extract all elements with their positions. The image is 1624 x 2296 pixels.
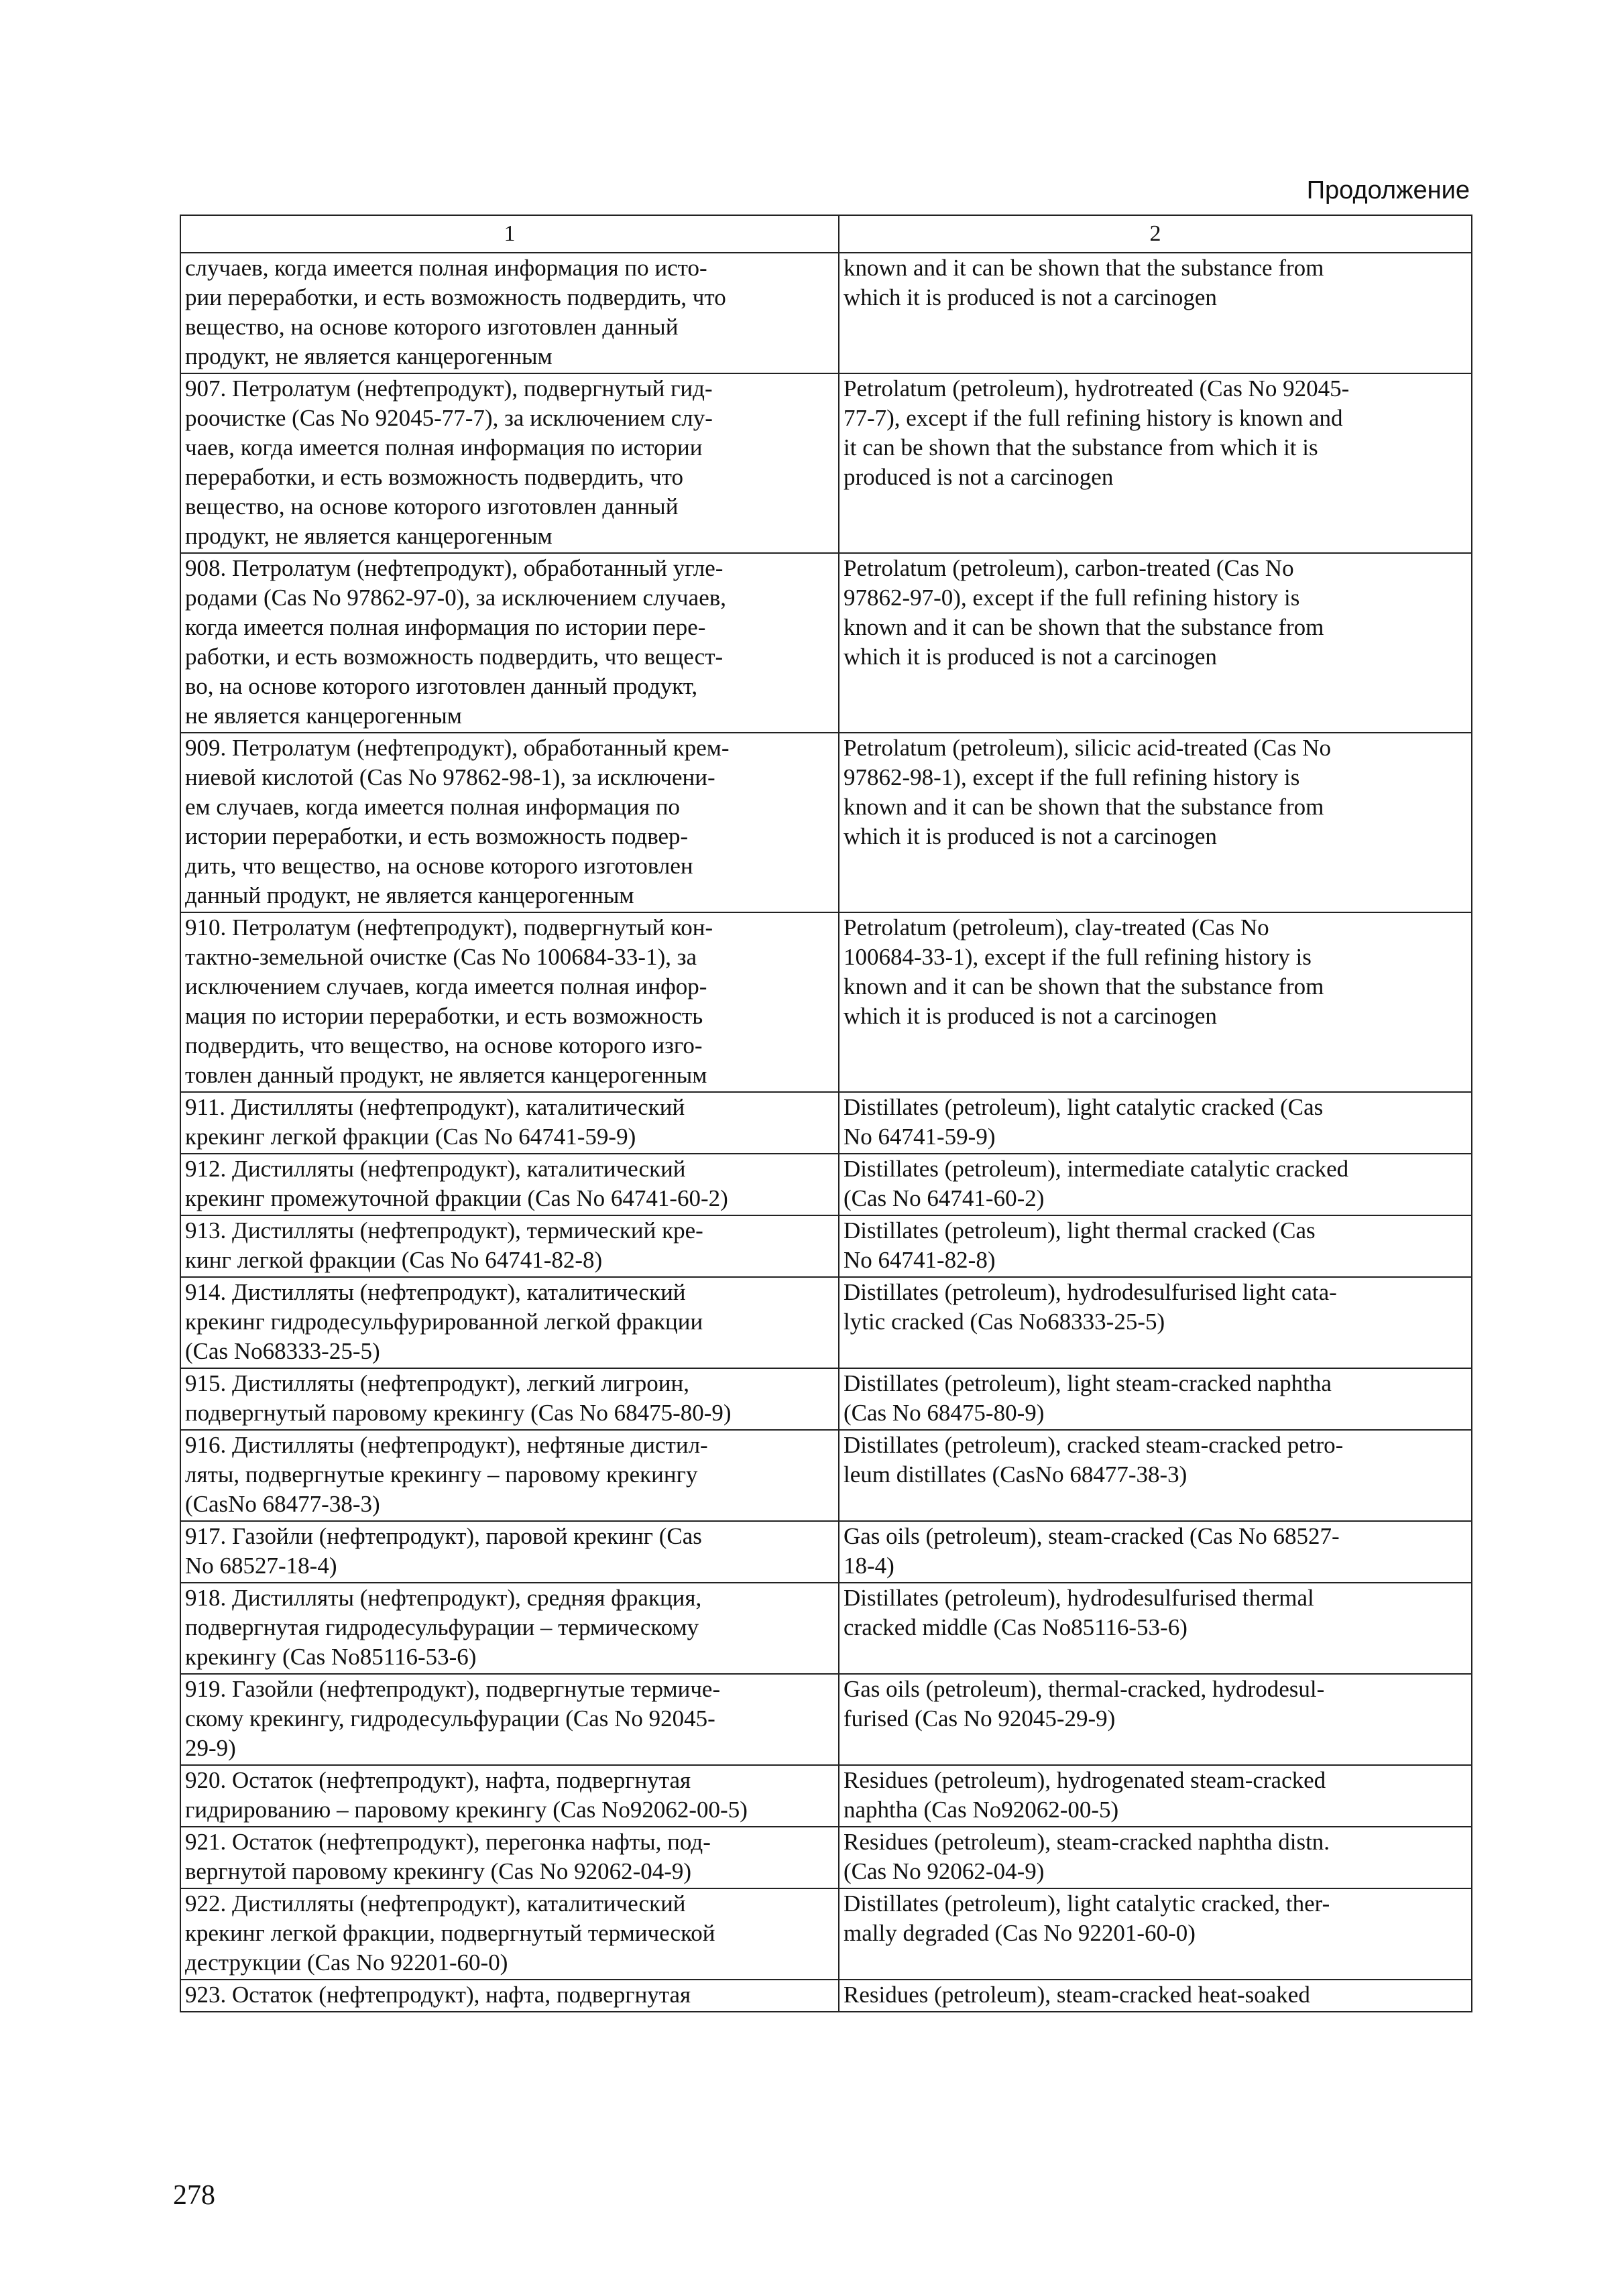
column-header-row	[180, 215, 1472, 253]
cell-russian	[180, 1583, 839, 1674]
cell-english	[839, 733, 1472, 912]
table-row	[180, 1674, 1472, 1765]
cell-english-text: Petrolatum (petroleum), hydrotreated (Cas No 92045- 77-7), except if the full refining history is known and it can be shown that the substance from which it is produced is not a carcinogen	[844, 375, 1350, 490]
cell-english-text: Residues (petroleum), steam-cracked naphtha distn. (Cas No 92062-04-9)	[844, 1829, 1330, 1884]
cell-english	[839, 1765, 1472, 1827]
cell-english	[839, 1980, 1472, 2012]
cell-russian	[180, 1521, 839, 1583]
table-row	[180, 733, 1472, 912]
cell-russian-text: 911. Дистилляты (нефтепродукт), каталитический крекинг легкой фракции (Cas No 64741-59-9)	[185, 1094, 685, 1150]
cell-english-text: Petrolatum (petroleum), silicic acid-treated (Cas No 97862-98-1), except if the full refining history is known and it can be shown that the substance from which it is produced is not a carcinogen	[844, 735, 1331, 849]
cell-russian	[180, 1827, 839, 1888]
substance-table	[180, 215, 1472, 2012]
cell-english	[839, 373, 1472, 553]
cell-english-text: Petrolatum (petroleum), clay-treated (Cas No 100684-33-1), except if the full refining history is known and it can be shown that the substance from which it is produced is not a carcinogen	[844, 914, 1324, 1029]
cell-russian-text: 919. Газойли (нефтепродукт), подвергнутые термиче- скому крекингу, гидродесульфурации (Cas No 92045- 29-9)	[185, 1676, 721, 1761]
cell-russian-text: 922. Дистилляты (нефтепродукт), каталитический крекинг легкой фракции, подвергнутый термической деструкции (Cas No 92201-60-0)	[185, 1890, 715, 1976]
cell-english-text: Distillates (petroleum), light thermal cracked (Cas No 64741-82-8)	[844, 1217, 1316, 1273]
cell-english	[839, 912, 1472, 1092]
cell-russian-text: 910. Петролатум (нефтепродукт), подвергнутый кон- тактно-земельной очистке (Cas No 100684-33-1), за исключением случаев, когда имеется полная инфор- мация по истории переработки, и есть возможность подвердить, что вещество, на основе которого изго- товлен данный продукт, не является канцерогенным	[185, 914, 713, 1088]
cell-russian	[180, 1368, 839, 1430]
cell-english	[839, 1674, 1472, 1765]
cell-russian	[180, 1092, 839, 1154]
cell-english	[839, 1430, 1472, 1521]
continuation-label: Продолжение	[1306, 176, 1470, 204]
cell-english-text: Distillates (petroleum), light catalytic cracked, ther- mally degraded (Cas No 92201-60-0)	[844, 1890, 1330, 1946]
cell-english	[839, 1368, 1472, 1430]
cell-russian	[180, 912, 839, 1092]
cell-russian-text: 908. Петролатум (нефтепродукт), обработанный угле- родами (Cas No 97862-97-0), за исключением случаев, когда имеется полная информация по истории пере- работки, и есть возможность подвердить, что вещест- во, на основе которого изготовлен данный продукт, не является канцерогенным	[185, 555, 726, 729]
cell-english	[839, 1827, 1472, 1888]
cell-english	[839, 253, 1472, 373]
cell-english	[839, 1092, 1472, 1154]
cell-russian	[180, 1980, 839, 2012]
table-row	[180, 1430, 1472, 1521]
cell-russian-text: 917. Газойли (нефтепродукт), паровой крекинг (Cas No 68527-18-4)	[185, 1523, 702, 1579]
cell-english	[839, 1888, 1472, 1980]
cell-english-text: Distillates (petroleum), light catalytic cracked (Cas No 64741-59-9)	[844, 1094, 1324, 1150]
cell-english-text: Residues (petroleum), hydrogenated steam-cracked naphtha (Cas No92062-00-5)	[844, 1767, 1326, 1823]
cell-russian	[180, 1215, 839, 1277]
cell-russian	[180, 1674, 839, 1765]
table-row	[180, 1154, 1472, 1215]
table-row	[180, 1215, 1472, 1277]
cell-russian-text: 920. Остаток (нефтепродукт), нафта, подвергнутая гидрированию – паровому крекингу (Cas No92062-00-5)	[185, 1767, 748, 1823]
table-row	[180, 1888, 1472, 1980]
cell-russian-text: 914. Дистилляты (нефтепродукт), каталитический крекинг гидродесульфурированной легкой фракции (Cas No68333-25-5)	[185, 1279, 703, 1364]
cell-russian-text: 921. Остаток (нефтепродукт), перегонка нафты, под- вергнутой паровому крекингу (Cas No 92062-04-9)	[185, 1829, 711, 1884]
table-body	[180, 215, 1472, 2012]
column-header-2: 2	[839, 215, 1472, 253]
cell-russian	[180, 1765, 839, 1827]
cell-russian-text: 918. Дистилляты (нефтепродукт), средняя фракция, подвергнутая гидродесульфурации – термическому крекингу (Cas No85116-53-6)	[185, 1585, 702, 1670]
cell-english-text: Distillates (petroleum), intermediate catalytic cracked (Cas No 64741-60-2)	[844, 1156, 1349, 1211]
cell-english-text: known and it can be shown that the substance from which it is produced is not a carcinogen	[844, 255, 1324, 310]
cell-english	[839, 1277, 1472, 1368]
cell-english-text: Distillates (petroleum), light steam-cracked naphtha (Cas No 68475-80-9)	[844, 1370, 1332, 1426]
cell-english-text: Distillates (petroleum), hydrodesulfurised light cata- lytic cracked (Cas No68333-25-5)	[844, 1279, 1337, 1335]
cell-english	[839, 1521, 1472, 1583]
cell-english	[839, 1154, 1472, 1215]
cell-english	[839, 1583, 1472, 1674]
cell-english-text: Petrolatum (petroleum), carbon-treated (Cas No 97862-97-0), except if the full refining history is known and it can be shown that the substance from which it is produced is not a carcinogen	[844, 555, 1324, 670]
cell-english	[839, 553, 1472, 733]
cell-russian-text: случаев, когда имеется полная информация по исто- рии переработки, и есть возможность подвердить, что вещество, на основе которого изготовлен данный продукт, не является канцерогенным	[185, 255, 726, 369]
cell-russian	[180, 553, 839, 733]
table-row	[180, 1092, 1472, 1154]
table-row	[180, 253, 1472, 373]
cell-russian	[180, 253, 839, 373]
cell-english-text: Gas oils (petroleum), steam-cracked (Cas No 68527- 18-4)	[844, 1523, 1340, 1579]
cell-english-text: Distillates (petroleum), hydrodesulfurised thermal cracked middle (Cas No85116-53-6)	[844, 1585, 1314, 1640]
table-row	[180, 1583, 1472, 1674]
table-row	[180, 553, 1472, 733]
cell-russian-text: 909. Петролатум (нефтепродукт), обработанный крем- ниевой кислотой (Cas No 97862-98-1), за исключени- ем случаев, когда имеется полная информация по истории переработки, и есть возможность подвер- дить, что вещество, на основе которого изготовлен данный продукт, не является канцерогенным	[185, 735, 730, 908]
cell-russian	[180, 373, 839, 553]
table-row	[180, 912, 1472, 1092]
table-row	[180, 1277, 1472, 1368]
cell-russian-text: 916. Дистилляты (нефтепродукт), нефтяные дистил- ляты, подвергнутые крекингу – паровому крекингу (CasNo 68477-38-3)	[185, 1432, 708, 1517]
cell-english	[839, 1215, 1472, 1277]
cell-russian	[180, 1430, 839, 1521]
table-row	[180, 1521, 1472, 1583]
column-header-1: 1	[180, 215, 839, 253]
cell-russian-text: 912. Дистилляты (нефтепродукт), каталитический крекинг промежуточной фракции (Cas No 64741-60-2)	[185, 1156, 728, 1211]
cell-russian-text: 915. Дистилляты (нефтепродукт), легкий лигроин, подвергнутый паровому крекингу (Cas No 68475-80-9)	[185, 1370, 732, 1426]
cell-english-text: Gas oils (petroleum), thermal-cracked, hydrodesul- furised (Cas No 92045-29-9)	[844, 1676, 1325, 1732]
cell-english-text: Distillates (petroleum), cracked steam-cracked petro- leum distillates (CasNo 68477-38-3)	[844, 1432, 1344, 1488]
page-number: 278	[173, 2180, 215, 2211]
cell-russian	[180, 733, 839, 912]
cell-russian-text: 907. Петролатум (нефтепродукт), подвергнутый гид- роочистке (Cas No 92045-77-7), за исключением слу- чаев, когда имеется полная информация по истории переработки, и есть возможность подвердить, что вещество, на основе которого изготовлен данный продукт, не является канцерогенным	[185, 375, 713, 549]
table-row	[180, 1827, 1472, 1888]
cell-english-text: Residues (petroleum), steam-cracked heat-soaked	[844, 1982, 1310, 2008]
cell-russian-text: 923. Остаток (нефтепродукт), нафта, подвергнутая	[185, 1982, 691, 2008]
table-row	[180, 1765, 1472, 1827]
cell-russian-text: 913. Дистилляты (нефтепродукт), термический кре- кинг легкой фракции (Cas No 64741-82-8)	[185, 1217, 703, 1273]
cell-russian	[180, 1277, 839, 1368]
cell-russian	[180, 1154, 839, 1215]
cell-russian	[180, 1888, 839, 1980]
table-row	[180, 1980, 1472, 2012]
table-row	[180, 1368, 1472, 1430]
table-row	[180, 373, 1472, 553]
